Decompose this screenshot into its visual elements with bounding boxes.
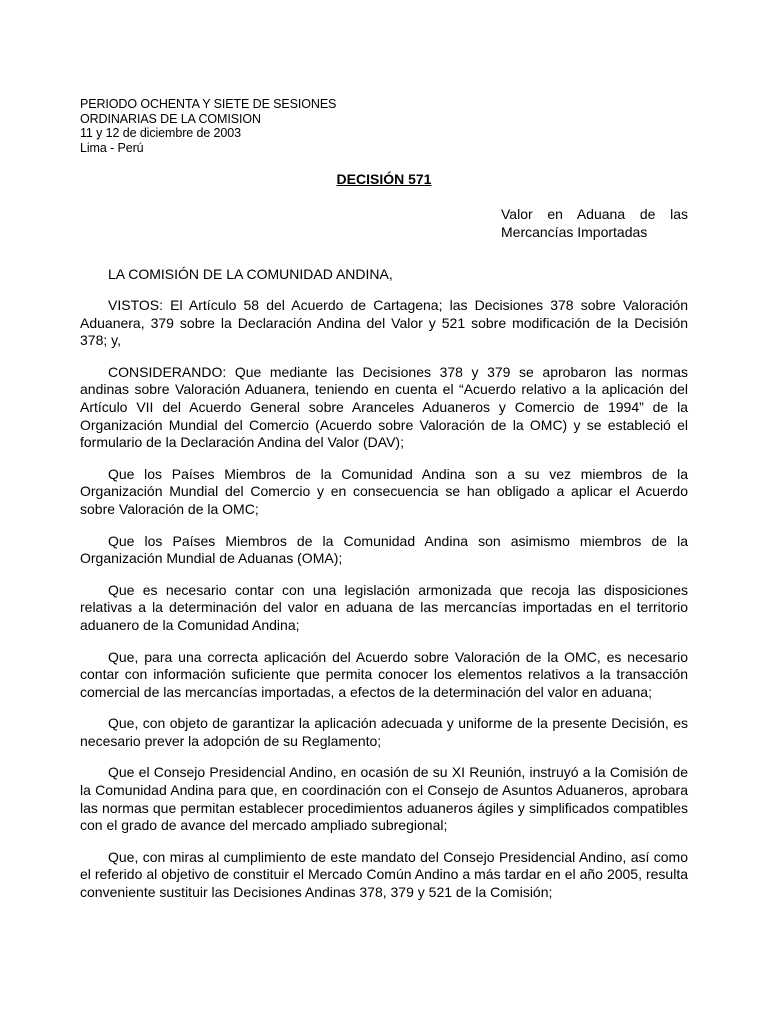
session-type: ORDINARIAS DE LA COMISION <box>80 111 261 126</box>
session-period: PERIODO OCHENTA Y SIETE DE SESIONES <box>80 97 337 111</box>
addressee: LA COMISIÓN DE LA COMUNIDAD ANDINA, <box>108 266 393 282</box>
paragraph-presidential-council: Que el Consejo Presidencial Andino, en ocasión de su XI Reunión, instruyó a la Comisión de la Comunidad Andina para que, en coordinación con el Consejo de Asuntos Aduaneros, aprobara las normas que permitan establecer procedimientos aduaneros ágiles y simplificados compatibles con el grado de avance del mercado ampliado subregional; <box>80 764 688 834</box>
document-page <box>80 97 688 916</box>
decision-subject-line1: Valor en Aduana de las <box>501 206 688 222</box>
session-header <box>80 97 688 155</box>
decision-title: DECISIÓN 571 <box>336 171 432 187</box>
decision-subject <box>501 205 688 241</box>
paragraph-regulation: Que, con objeto de garantizar la aplicación adecuada y uniforme de la presente Decisión, es necesario prever la adopción de su Reglamento; <box>80 715 688 749</box>
decision-subject-line2: Mercancías Importadas <box>501 224 648 240</box>
session-place: Lima - Perú <box>80 140 144 155</box>
paragraph-oma-members: Que los Países Miembros de la Comunidad Andina son asimismo miembros de la Organización Mundial de Aduanas (OMA); <box>80 532 688 567</box>
paragraph-omc-members: Que los Países Miembros de la Comunidad Andina son a su vez miembros de la Organización Mundial del Comercio y en consecuencia se han obligado a aplicar el Acuerdo sobre Valoración de la OMC; <box>80 465 688 517</box>
paragraph-vistos: VISTOS: El Artículo 58 del Acuerdo de Cartagena; las Decisiones 378 sobre Valoración Aduanera, 379 sobre la Declaración Andina del Valor y 521 sobre modificación de la Decisión 378; y, <box>80 297 688 349</box>
paragraph-considerando: CONSIDERANDO: Que mediante las Decisiones 378 y 379 se aprobaron las normas andinas sobre Valoración Aduanera, teniendo en cuenta el “Acuerdo relativo a la aplicación del Artículo VII del Acuerdo General sobre Aranceles Aduaneros y Comercio de 1994” de la Organización Mundial del Comercio (Acuerdo sobre Valoración de la OMC) y se estableció el formulario de la Declaración Andina del Valor (DAV); <box>80 363 688 451</box>
paragraph-common-market: Que, con miras al cumplimiento de este mandato del Consejo Presidencial Andino, así como el referido al objetivo de constituir el Mercado Común Andino a más tardar en el año 2005, resulta conveniente sustituir las Decisiones Andinas 378, 379 y 521 de la Comisión; <box>80 848 688 901</box>
paragraph-harmonized-legislation: Que es necesario contar con una legislación armonizada que recoja las disposiciones relativas a la determinación del valor en aduana de las mercancías importadas en el territorio aduanero de la Comunidad Andina; <box>80 581 688 633</box>
session-date: 11 y 12 de diciembre de 2003 <box>80 126 241 140</box>
paragraph-sufficient-information: Que, para una correcta aplicación del Acuerdo sobre Valoración de la OMC, es necesario contar con información suficiente que permita conocer los elementos relativos a la transacción comercial de las mercancías importadas, a efectos de la determinación del valor en aduana; <box>80 648 688 700</box>
